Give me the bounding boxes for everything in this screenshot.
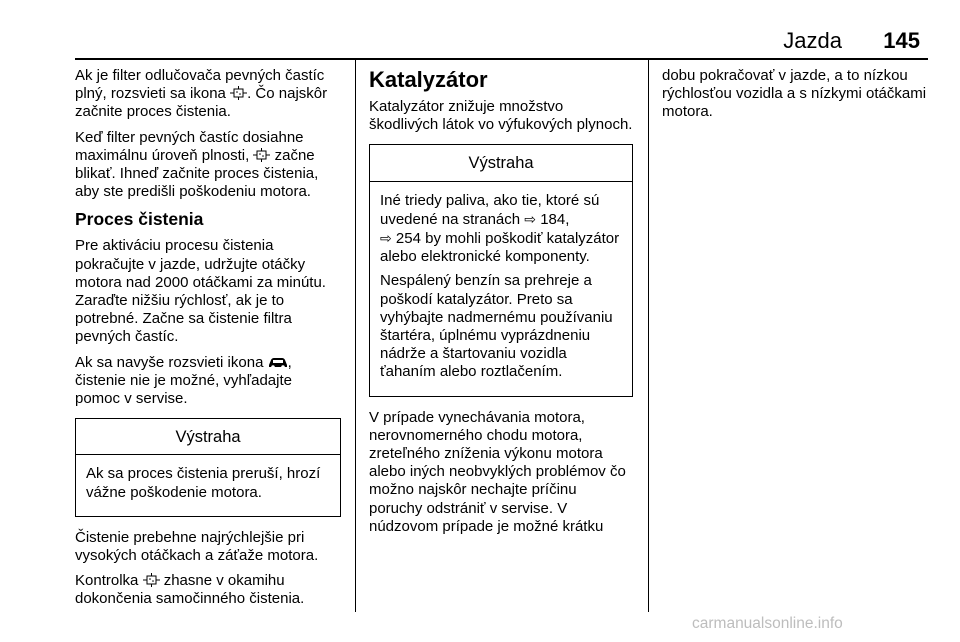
page-reference[interactable]: 254 by mohli poškodiť katalyzátor alebo elektronické komponenty. [380,230,620,266]
paragraph-filter-full [75,67,341,122]
text: . Čo najskôr začnite proces čistenia. [75,85,328,121]
warning-text: Ak sa proces čistenia preruší, hrozí vážne poškodenie motora. [86,465,321,501]
text: Keď filter pevných častíc dosiahne maximálnu úroveň plnosti, [75,128,304,164]
text: Ak je filter odlučovača pevných častíc plný, rozsvieti sa ikona [75,67,325,103]
page-number: 145 [883,28,920,53]
paragraph-fastest-cleaning: Čistenie prebehne najrýchlejšie pri vysokých otáčkach a záťaže motora. [75,528,319,565]
column-1 [75,67,341,616]
warning-box [75,418,341,517]
warning-body [76,455,340,515]
text: Ak sa navyše rozsvieti ikona [75,353,264,371]
warning-title: Výstraha [370,145,632,181]
watermark: carmanualsonline.info [692,615,843,632]
page-header [75,28,928,56]
warning-title: Výstraha [76,419,340,455]
paragraph-cleaning-activation: Pre aktiváciu procesu čistenia pokračujte v jazde, udržujte otáčky motora nad 2000 otáčkami za minútu. Zaraďte nižšiu rýchlosť, ak je to potrebné. Začne sa čistenie filtra pevných častíc. [75,237,326,346]
paragraph-service-icon [75,354,341,409]
heading-catalyst: Katalyzátor [369,67,488,92]
column-2 [369,67,633,543]
page-reference[interactable]: 184, [540,210,570,228]
text: , čistenie nie je možné, vyhľadajte pomoc v servise. [75,353,292,408]
warning-text-fuel [380,192,622,267]
column-3 [662,67,928,129]
paragraph-filter-max [75,129,341,202]
particulate-filter-icon [230,86,247,100]
heading-cleaning-process: Proces čistenia [75,209,204,230]
text: Iné triedy paliva, ako tie, ktoré sú uvedené na stranách [380,191,600,228]
page-reference-arrow-icon: ⇨ [380,230,392,247]
text: Kontrolka [75,572,139,590]
particulate-filter-icon [143,573,160,587]
warning-box [369,144,633,396]
column-divider-2 [648,60,649,612]
text: začne blikať. Ihneď začnite proces čistenia, aby ste predišli poškodeniu motora. [75,146,319,201]
particulate-filter-icon [253,148,270,162]
text: zhasne v okamihu dokončenia samočinného čistenia. [75,572,305,608]
paragraph-catalyst-intro: Katalyzátor znižuje množstvo škodlivých látok vo výfukových plynoch. [369,98,633,134]
column-divider-1 [355,60,356,612]
header-rule [75,58,928,60]
paragraph-misfire: V prípade vynechávania motora, nerovnomerného chodu motora, zreteľného zníženia výkonu motora alebo iných neobvyklých problémov čo možno najskôr nechajte príčinu poruchy odstrániť v servise. V núdzovom prípade je možné krátku [369,408,626,535]
warning-text-unburned: Nespálený benzín sa prehreje a poškodí katalyzátor. Preto sa vyhýbajte nadmernému používaniu štartéra, úplnému vyprázdneniu nádrže a štartovaniu vozidla ťahaním alebo roztlačením. [380,272,613,381]
page-reference-arrow-icon: ⇨ [524,210,537,227]
service-car-icon [268,356,288,369]
paragraph-indicator-off [75,572,341,608]
section-title: Jazda [783,28,842,53]
paragraph-continue-driving: dobu pokračovať v jazde, a to nízkou rýchlosťou vozidla a s nízkymi otáčkami motora. [662,67,927,121]
warning-body [370,182,632,396]
